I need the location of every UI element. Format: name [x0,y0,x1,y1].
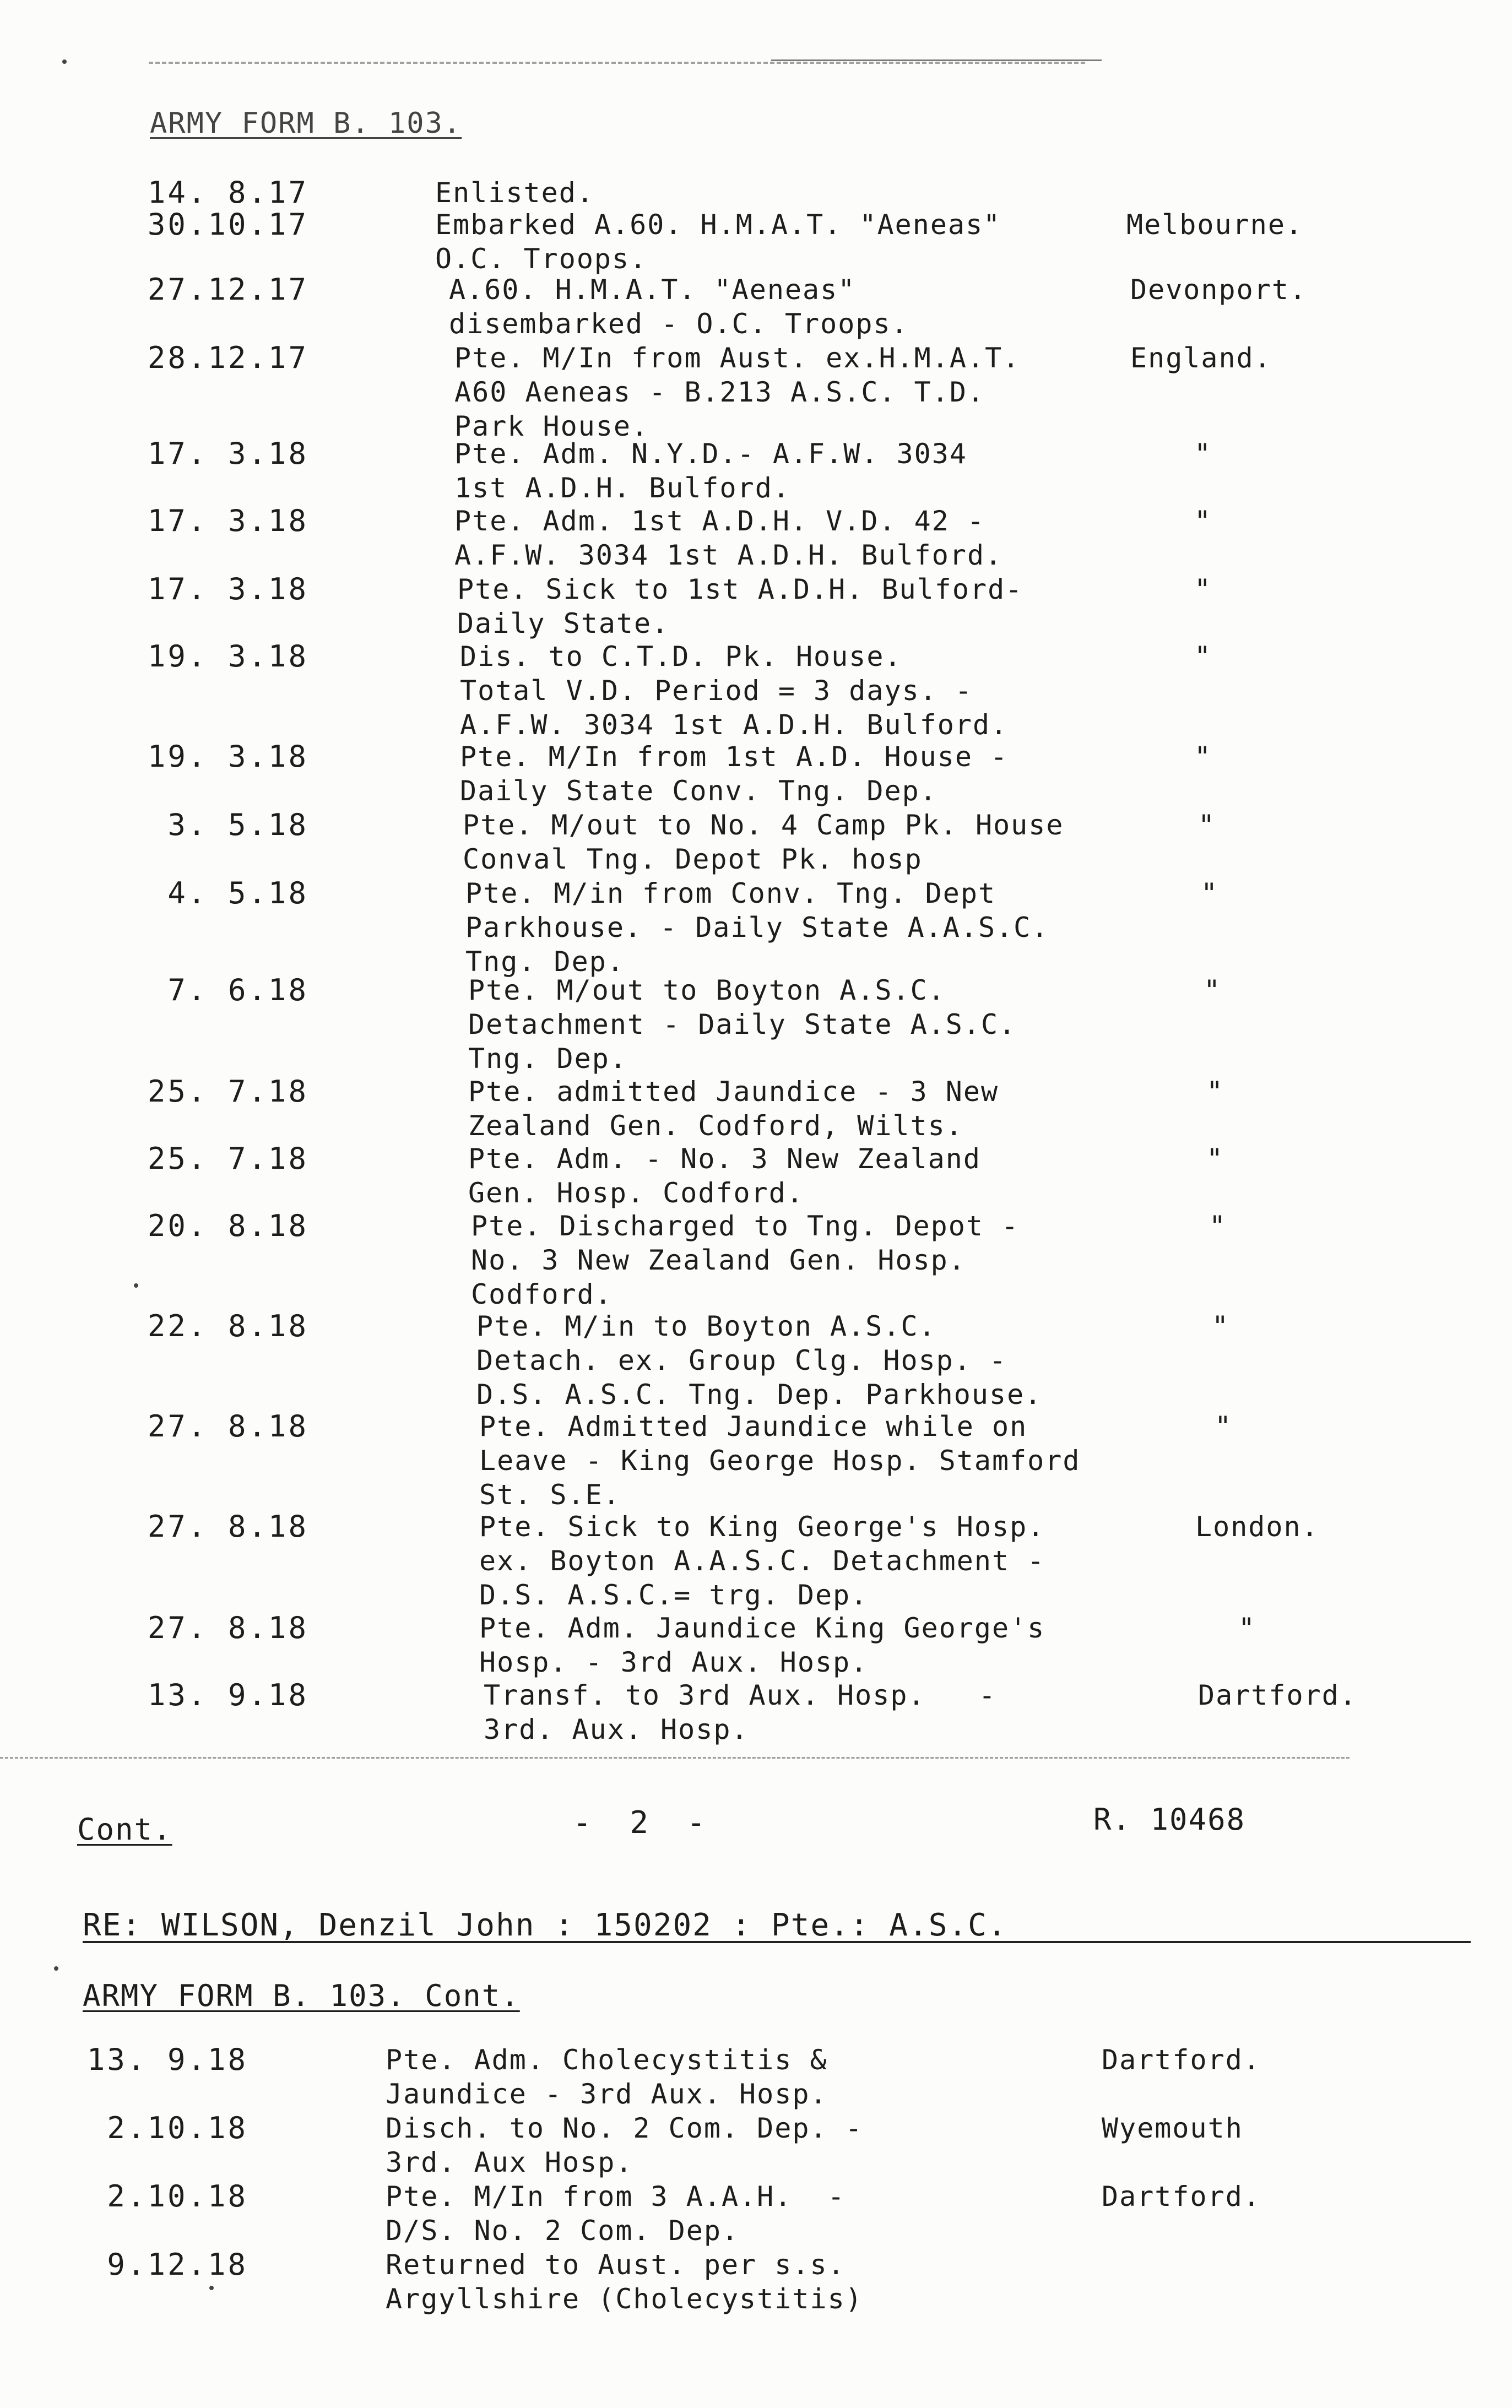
entry-date: 2.10.18 [107,2111,248,2145]
entry-date: 22. 8.18 [147,1309,308,1343]
entry-text-line: Returned to Aust. per s.s. [386,2249,846,2281]
entry-place: " [1204,974,1222,1006]
entry-place: England. [1130,342,1272,374]
entry-text-line: Dis. to C.T.D. Pk. House. [460,641,902,672]
entry-text-line: Pte. Adm. N.Y.D.- A.F.W. 3034 [454,438,967,470]
entry-text-line: St. S.E. [479,1479,621,1511]
entry-text-line: Codford. [471,1278,613,1310]
entry-text-line: Pte. Adm. Jaundice King George's [479,1612,1045,1644]
entry-text-line: Pte. Sick to 1st A.D.H. Bulford- [457,573,1023,605]
entry-text-line: Tng. Dep. [465,946,625,978]
entry-place: " [1209,1210,1227,1242]
entry-place: " [1194,438,1212,470]
entry-date: 17. 3.18 [147,572,308,606]
entry-date: 3. 5.18 [167,807,308,842]
entry-date: 9.12.18 [107,2247,248,2282]
entry-text-line: Pte. Admitted Jaundice while on [479,1411,1028,1442]
section-divider [0,1757,1350,1759]
entry-date: 25. 7.18 [147,1074,308,1109]
entry-place: " [1206,1076,1224,1108]
entry-text-line: Disch. to No. 2 Com. Dep. - [386,2112,863,2144]
entry-place: " [1194,641,1212,672]
entry-text-line: D.S. A.S.C.= trg. Dep. [479,1579,869,1611]
entry-text-line: Pte. Adm. - No. 3 New Zealand [468,1143,981,1175]
entry-text-line: Pte. Sick to King George's Hosp. [479,1511,1045,1543]
entry-place: " [1194,505,1212,537]
entry-date: 19. 3.18 [147,739,308,774]
entry-date: 28.12.17 [147,340,308,375]
cont-label: Cont. [77,1812,172,1847]
entry-text-line: A60 Aeneas - B.213 A.S.C. T.D. [454,376,985,408]
entry-date: 7. 6.18 [167,973,308,1007]
scan-speck [62,59,67,64]
entry-text-line: 1st A.D.H. Bulford. [454,472,790,504]
scan-speck [54,1966,58,1971]
entry-date: 17. 3.18 [147,436,308,471]
entry-text-line: Pte. admitted Jaundice - 3 New [468,1076,999,1108]
entry-place: " [1194,573,1212,605]
reference-number: R. 10468 [1093,1802,1246,1837]
entry-date: 27. 8.18 [147,1610,308,1645]
entry-text-line: Pte. M/out to Boyton A.S.C. [468,974,946,1006]
entry-place: Dartford. [1198,1679,1357,1711]
entry-date: 27.12.17 [147,272,308,307]
entry-place: Dartford. [1102,2181,1261,2212]
entry-text-line: Gen. Hosp. Codford. [468,1177,804,1209]
entry-text-line: Total V.D. Period = 3 days. - [460,675,973,707]
entry-date: 13. 9.18 [147,1678,308,1712]
entry-text-line: ex. Boyton A.A.S.C. Detachment - [479,1545,1045,1577]
entry-text-line: 3rd. Aux Hosp. [386,2146,633,2178]
form-title-cont: ARMY FORM B. 103. Cont. [83,1978,520,2013]
entry-text-line: Detach. ex. Group Clg. Hosp. - [476,1344,1007,1376]
entry-date: 30.10.17 [147,207,308,242]
entry-text-line: Detachment - Daily State A.S.C. [468,1008,1017,1040]
entry-text-line: Zealand Gen. Codford, Wilts. [468,1110,963,1142]
entry-text-line: Pte. M/In from Aust. ex.H.M.A.T. [454,342,1021,374]
entry-text-line: Pte. M/In from 3 A.A.H. - [386,2181,846,2212]
entry-text-line: Tng. Dep. [468,1043,627,1075]
entry-place: " [1212,1310,1230,1342]
entry-date: 20. 8.18 [147,1208,308,1243]
entry-text-line: Embarked A.60. H.M.A.T. "Aeneas" [435,209,1001,241]
entry-date: 25. 7.18 [147,1141,308,1176]
entry-text-line: Pte. M/in from Conv. Tng. Dept [465,877,996,909]
entry-text-line: D.S. A.S.C. Tng. Dep. Parkhouse. [476,1379,1043,1411]
entry-text-line: Hosp. - 3rd Aux. Hosp. [479,1646,869,1678]
scan-speck [134,1283,138,1288]
entry-date: 19. 3.18 [147,639,308,674]
entry-place: " [1198,809,1216,841]
entry-text-line: A.F.W. 3034 1st A.D.H. Bulford. [454,539,1003,571]
entry-text-line: Pte. Adm. 1st A.D.H. V.D. 42 - [454,505,985,537]
entry-text-line: Enlisted. [435,177,594,209]
entry-text-line: Pte. Discharged to Tng. Depot - [471,1210,1020,1242]
re-line: RE: WILSON, Denzil John : 150202 : Pte.: A.S.C. [83,1907,1007,1943]
entry-text-line: O.C. Troops. [435,243,648,275]
entry-place: " [1215,1411,1233,1442]
entry-place: Melbourne. [1126,209,1304,241]
entry-date: 2.10.18 [107,2179,248,2214]
page-number: - 2 - [573,1805,716,1841]
entry-place: Dartford. [1102,2044,1261,2076]
entry-text-line: disembarked - O.C. Troops. [449,308,909,340]
entry-text-line: Argyllshire (Cholecystitis) [386,2283,863,2315]
entry-date: 13. 9.18 [86,2042,248,2077]
entry-text-line: Jaundice - 3rd Aux. Hosp. [386,2078,828,2110]
entry-text-line: Park House. [454,410,649,442]
entry-text-line: No. 3 New Zealand Gen. Hosp. [471,1244,966,1276]
form-title: ARMY FORM B. 103. [150,107,462,140]
entry-text-line: Daily State. [457,608,670,639]
entry-date: 27. 8.18 [147,1509,308,1544]
entry-place: London. [1195,1511,1319,1543]
entry-text-line: Leave - King George Hosp. Stamford [479,1445,1081,1477]
entry-place: " [1194,741,1212,773]
entry-date: 27. 8.18 [147,1409,308,1444]
entry-text-line: Parkhouse. - Daily State A.A.S.C. [465,912,1049,943]
entry-text-line: Daily State Conv. Tng. Dep. [460,775,937,807]
header-rule [771,59,1102,61]
entry-text-line: Conval Tng. Depot Pk. hosp [463,843,923,875]
entry-text-line: Pte. Adm. Cholecystitis & [386,2044,828,2076]
entry-date: 17. 3.18 [147,503,308,538]
entry-place: " [1201,877,1219,909]
entry-place: Devonport. [1130,274,1308,306]
entry-text-line: A.60. H.M.A.T. "Aeneas" [449,274,856,306]
entry-text-line: Transf. to 3rd Aux. Hosp. - [484,1679,996,1711]
entry-date: 4. 5.18 [167,876,308,910]
entry-place: Wyemouth [1102,2112,1243,2144]
entry-text-line: D/S. No. 2 Com. Dep. [386,2215,740,2247]
entry-place: " [1206,1143,1224,1175]
entry-text-line: Pte. M/In from 1st A.D. House - [460,741,1009,773]
re-line-rule [83,1941,1471,1943]
entry-text-line: A.F.W. 3034 1st A.D.H. Bulford. [460,709,1009,741]
entry-text-line: 3rd. Aux. Hosp. [484,1713,749,1745]
scan-speck [209,2286,214,2290]
header-smudge-rule [149,62,1085,64]
entry-text-line: Pte. M/in to Boyton A.S.C. [476,1310,936,1342]
entry-text-line: Pte. M/out to No. 4 Camp Pk. House [463,809,1064,841]
entry-date: 14. 8.17 [147,175,308,210]
entry-place: " [1238,1612,1256,1644]
